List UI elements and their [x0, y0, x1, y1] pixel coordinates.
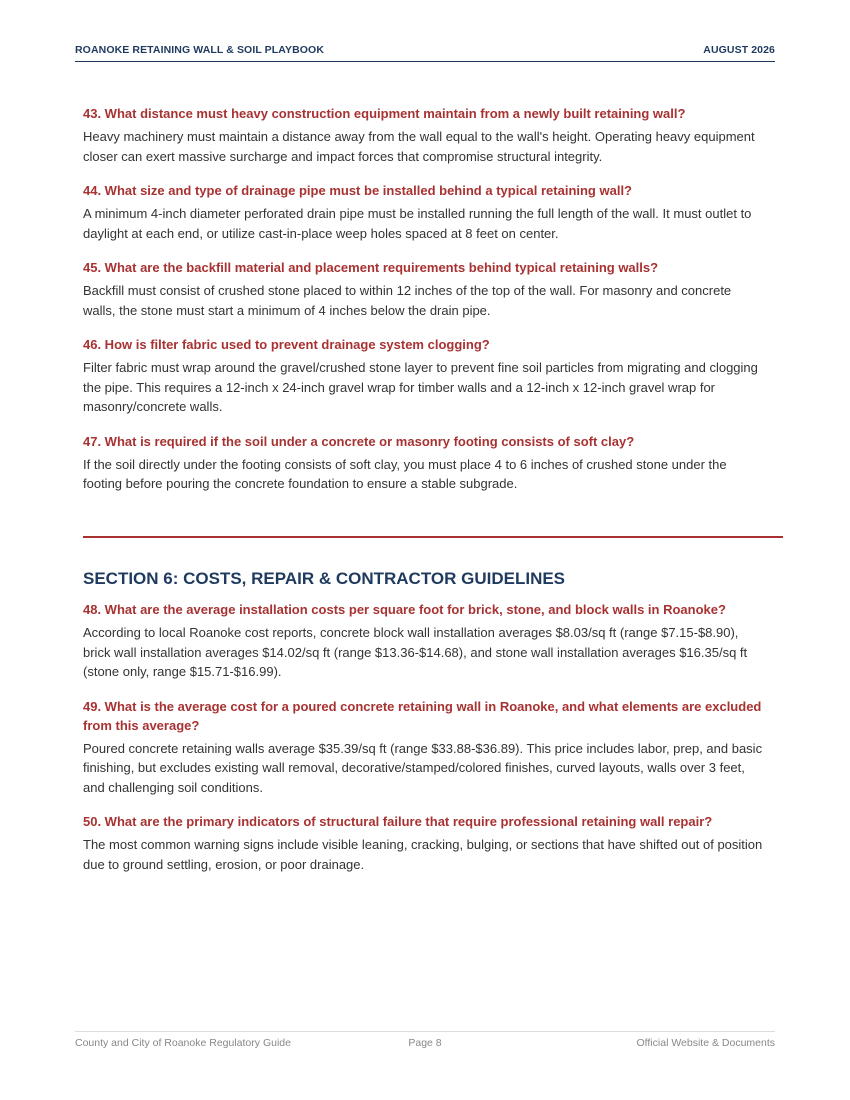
question: 47. What is required if the soil under a concrete or masonry footing consists of soft clay?	[83, 433, 635, 449]
page-header	[75, 44, 775, 62]
qa-item-45	[83, 258, 765, 320]
question: 46. How is filter fabric used to prevent drainage system clogging?	[83, 337, 490, 352]
question: 45. What are the backfill material and placement requirements behind typical retaining walls?	[83, 260, 659, 275]
footer-left: County and City of Roanoke Regulatory Guide	[75, 1037, 291, 1049]
question: 50. What are the primary indicators of structural failure that require professional retaining wall repair?	[83, 814, 713, 829]
document-date: AUGUST 2026	[703, 44, 775, 56]
document-title: ROANOKE RETAINING WALL & SOIL PLAYBOOK	[75, 44, 325, 56]
qa-item-50	[83, 812, 765, 874]
qa-item-44	[83, 181, 765, 243]
qa-item-47	[83, 432, 765, 494]
answer: Poured concrete retaining walls average $35.39/sq ft (range $33.88-$36.89). This price includes labor, prep, and basic finishing, but excludes existing wall removal, decorative/stamped/colored finishes, curved layouts, walls over 3 feet, and challenging soil conditions.	[83, 740, 763, 795]
footer-right: Official Website & Documents	[636, 1037, 775, 1049]
answer: The most common warning signs include visible leaning, cracking, bulging, or sections that have shifted out of position due to ground settling, erosion, or poor drainage.	[83, 837, 763, 872]
qa-item-49	[83, 697, 765, 798]
answer: According to local Roanoke cost reports, concrete block wall installation averages $8.03/sq ft (range $7.15-$8.90), brick wall installation averages $14.02/sq ft (range $13.36-$14.68), and stone wall installation averages $16.35/sq ft (stone only, range $15.71-$16.99).	[83, 625, 748, 679]
section-divider	[83, 536, 783, 538]
question: 48. What are the average installation costs per square foot for brick, stone, and block walls in Roanoke?	[83, 602, 726, 617]
answer: Backfill must consist of crushed stone placed to within 12 inches of the top of the wall. For masonry and concrete walls, the stone must start a minimum of 4 inches below the drain pipe.	[83, 283, 732, 318]
answer: Filter fabric must wrap around the gravel/crushed stone layer to prevent fine soil particles from migrating and clogging the pipe. This requires a 12-inch x 24-inch gravel wrap for timber walls and a 12-inch x 12-inch gravel wrap for masonry/concrete walls.	[83, 360, 758, 414]
section-title: SECTION 6: COSTS, REPAIR & CONTRACTOR GUIDELINES	[83, 569, 566, 588]
answer: If the soil directly under the footing consists of soft clay, you must place 4 to 6 inches of crushed stone under the footing before pouring the concrete foundation to ensure a stable subgrade.	[83, 456, 727, 491]
qa-item-46	[83, 335, 765, 417]
question: 43. What distance must heavy construction equipment maintain from a newly built retaining wall?	[83, 106, 686, 121]
answer: Heavy machinery must maintain a distance away from the wall equal to the wall's height. Operating heavy equipment closer can exert massive surcharge and impact forces that compromise structural integrity.	[83, 129, 755, 164]
question: 44. What size and type of drainage pipe must be installed behind a typical retaining wall?	[83, 183, 632, 198]
qa-item-48	[83, 600, 765, 682]
section-6	[83, 568, 765, 889]
qa-item-43	[83, 104, 765, 166]
answer: A minimum 4-inch diameter perforated drain pipe must be installed running the full length of the wall. It must outlet to daylight at each end, or utilize cast-in-place weep holes spaced at 8 feet on center.	[83, 206, 752, 241]
page-footer	[75, 1031, 775, 1049]
qa-list	[83, 104, 765, 509]
question: 49. What is the average cost for a poured concrete retaining wall in Roanoke, and what elements are excluded from this average?	[83, 698, 762, 733]
page-number: Page 8	[408, 1037, 442, 1049]
